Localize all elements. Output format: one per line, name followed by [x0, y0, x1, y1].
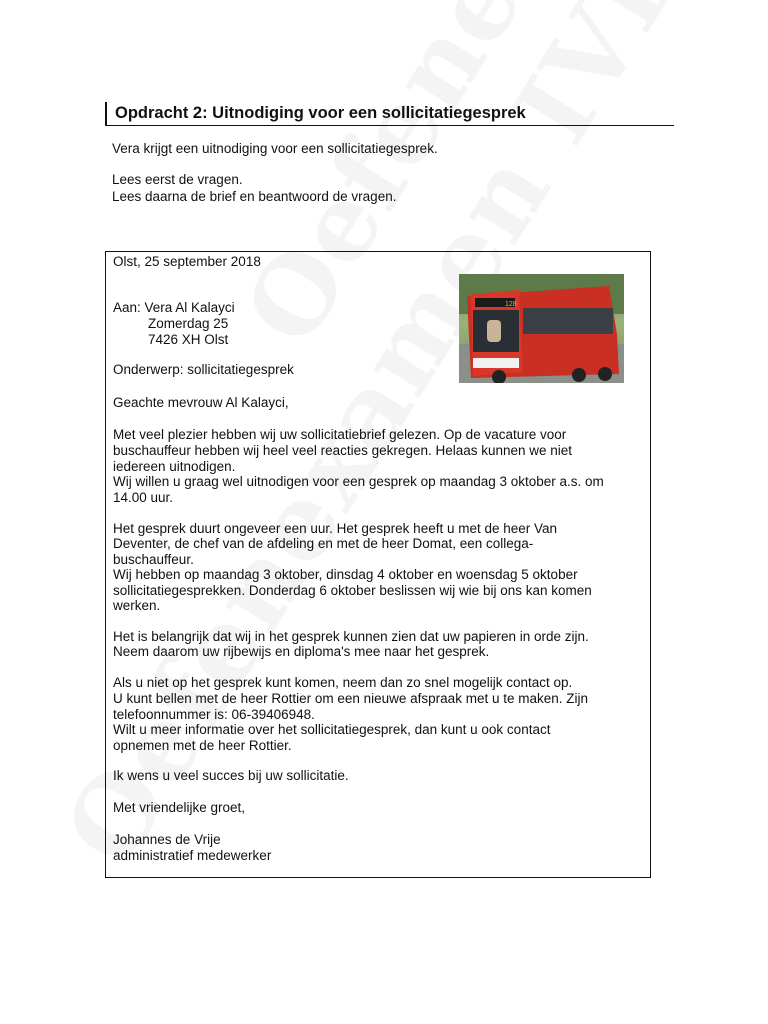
paragraph-line: telefoonnummer is: 06-39406948. [113, 707, 315, 722]
paragraph-line: 14.00 uur. [113, 490, 174, 505]
heading-box [105, 102, 674, 126]
bus-photo [459, 274, 624, 383]
paragraph-line: Het gesprek duurt ongeveer een uur. Het gesprek heeft u met de heer Van [113, 521, 558, 536]
page-title: Opdracht 2: Uitnodiging voor een sollicitatiegesprek [115, 104, 526, 122]
address-line: 7426 XH Olst [148, 332, 229, 347]
paragraph-line: Wilt u meer informatie over het sollicitatiegesprek, dan kunt u ook contact [113, 722, 551, 737]
paragraph-line: Met veel plezier hebben wij uw sollicitatiebrief gelezen. Op de vacature voor [113, 427, 567, 442]
paragraph-line: U kunt bellen met de heer Rottier om een nieuwe afspraak met u te maken. Zijn [113, 691, 588, 706]
bus-icon [459, 274, 624, 383]
paragraph-line: Het is belangrijk dat wij in het gesprek kunnen zien dat uw papieren in orde zijn. [113, 629, 589, 644]
paragraph-line: Ik wens u veel succes bij uw sollicitatie. [113, 768, 349, 783]
paragraph-line: sollicitatiegesprekken. Donderdag 6 oktober beslissen wij wie bij ons kan komen [113, 583, 592, 598]
intro-line: Lees eerst de vragen. [112, 172, 243, 187]
signer-name: Johannes de Vrije [113, 832, 221, 847]
paragraph-line: buschauffeur hebben wij heel veel reacties gekregen. Helaas kunnen we niet [113, 443, 573, 458]
paragraph-line: werken. [113, 598, 161, 613]
letter-salutation: Geachte mevrouw Al Kalayci, [113, 395, 289, 410]
svg-text:128: 128 [505, 301, 517, 308]
paragraph-line: buschauffeur. [113, 552, 194, 567]
paragraph-line: Als u niet op het gesprek kunt komen, neem dan zo snel mogelijk contact op. [113, 675, 573, 690]
paragraph-line: Deventer, de chef van de afdeling en met de heer Domat, een collega- [113, 536, 534, 551]
letter-closing: Met vriendelijke groet, [113, 800, 246, 815]
address-line: Aan: Vera Al Kalayci [113, 300, 235, 315]
paragraph-line: opnemen met de heer Rottier. [113, 738, 292, 753]
letter-date: Olst, 25 september 2018 [113, 254, 261, 269]
paragraph-line: Wij willen u graag wel uitnodigen voor een gesprek op maandag 3 oktober a.s. om [113, 474, 604, 489]
letter-box [105, 251, 651, 878]
paragraph-line: Wij hebben op maandag 3 oktober, dinsdag 4 oktober en woensdag 5 oktober [113, 567, 578, 582]
paragraph-line: iedereen uitnodigen. [113, 459, 236, 474]
signer-title: administratief medewerker [113, 848, 272, 863]
intro-line: Lees daarna de brief en beantwoord de vragen. [112, 189, 397, 204]
letter-subject: Onderwerp: sollicitatiegesprek [113, 362, 294, 377]
address-line: Zomerdag 25 [148, 316, 229, 331]
paragraph-line: Neem daarom uw rijbewijs en diploma's mee naar het gesprek. [113, 644, 490, 659]
intro-line: Vera krijgt een uitnodiging voor een sollicitatiegesprek. [112, 141, 438, 156]
